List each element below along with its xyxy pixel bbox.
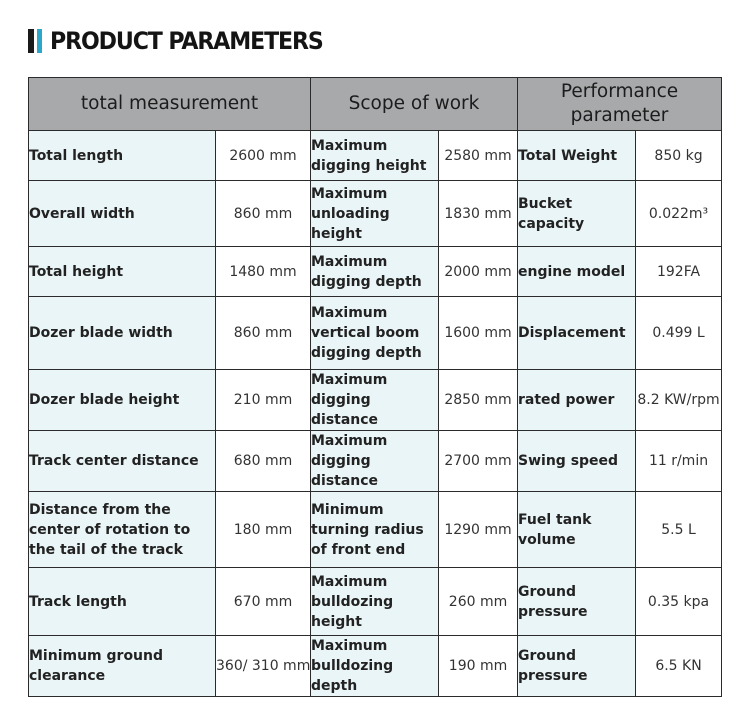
product-parameters-table bbox=[28, 77, 722, 697]
work-scope-value: 2850 mm bbox=[439, 370, 518, 431]
performance-label: Fuel tank volume bbox=[518, 492, 636, 568]
measurement-label: Dozer blade width bbox=[29, 297, 216, 370]
work-scope-value: 2000 mm bbox=[439, 247, 518, 297]
performance-value: 850 kg bbox=[636, 131, 722, 181]
column-header-scope-of-work: Scope of work bbox=[311, 78, 518, 131]
work-scope-value: 2580 mm bbox=[439, 131, 518, 181]
performance-value: 8.2 KW/rpm bbox=[636, 370, 722, 431]
work-scope-label: Maximum digging distance bbox=[311, 431, 439, 492]
performance-label: rated power bbox=[518, 370, 636, 431]
measurement-value: 860 mm bbox=[216, 297, 311, 370]
performance-value: 5.5 L bbox=[636, 492, 722, 568]
table-row bbox=[29, 636, 722, 697]
measurement-label: Dozer blade height bbox=[29, 370, 216, 431]
work-scope-value: 2700 mm bbox=[439, 431, 518, 492]
measurement-value: 360/ 310 mm bbox=[216, 636, 311, 697]
work-scope-label: Minimum turning radius of front end bbox=[311, 492, 439, 568]
page-title: PRODUCT PARAMETERS bbox=[50, 27, 323, 55]
work-scope-label: Maximum bulldozing depth bbox=[311, 636, 439, 697]
measurement-label: Track center distance bbox=[29, 431, 216, 492]
work-scope-label: Maximum digging distance bbox=[311, 370, 439, 431]
performance-label: Ground pressure bbox=[518, 636, 636, 697]
table-row bbox=[29, 431, 722, 492]
column-header-performance-parameter: Performance parameter bbox=[518, 78, 722, 131]
work-scope-label: Maximum unloading height bbox=[311, 181, 439, 247]
measurement-label: Minimum ground clearance bbox=[29, 636, 216, 697]
title-accent-bar-blue bbox=[37, 29, 42, 53]
table-row bbox=[29, 297, 722, 370]
work-scope-label: Maximum bulldozing height bbox=[311, 568, 439, 636]
measurement-value: 860 mm bbox=[216, 181, 311, 247]
measurement-label: Distance from the center of rotation to the tail of the track bbox=[29, 492, 216, 568]
work-scope-label: Maximum digging height bbox=[311, 131, 439, 181]
performance-label: Bucket capacity bbox=[518, 181, 636, 247]
work-scope-value: 1830 mm bbox=[439, 181, 518, 247]
measurement-label: Track length bbox=[29, 568, 216, 636]
performance-value: 0.499 L bbox=[636, 297, 722, 370]
performance-label: engine model bbox=[518, 247, 636, 297]
work-scope-value: 260 mm bbox=[439, 568, 518, 636]
performance-label: Ground pressure bbox=[518, 568, 636, 636]
measurement-label: Total length bbox=[29, 131, 216, 181]
table-header-row bbox=[29, 78, 722, 131]
table-row bbox=[29, 131, 722, 181]
measurement-value: 2600 mm bbox=[216, 131, 311, 181]
section-title-bar bbox=[28, 27, 346, 55]
table-row bbox=[29, 492, 722, 568]
column-header-total-measurement: total measurement bbox=[29, 78, 311, 131]
performance-value: 192FA bbox=[636, 247, 722, 297]
work-scope-label: Maximum digging depth bbox=[311, 247, 439, 297]
performance-value: 0.022m³ bbox=[636, 181, 722, 247]
table-row bbox=[29, 568, 722, 636]
table-row bbox=[29, 370, 722, 431]
table-row bbox=[29, 247, 722, 297]
measurement-value: 680 mm bbox=[216, 431, 311, 492]
measurement-value: 670 mm bbox=[216, 568, 311, 636]
measurement-value: 210 mm bbox=[216, 370, 311, 431]
performance-value: 6.5 KN bbox=[636, 636, 722, 697]
measurement-label: Total height bbox=[29, 247, 216, 297]
work-scope-value: 1600 mm bbox=[439, 297, 518, 370]
measurement-label: Overall width bbox=[29, 181, 216, 247]
performance-value: 0.35 kpa bbox=[636, 568, 722, 636]
title-accent-bar-dark bbox=[28, 29, 34, 53]
work-scope-value: 1290 mm bbox=[439, 492, 518, 568]
work-scope-value: 190 mm bbox=[439, 636, 518, 697]
performance-value: 11 r/min bbox=[636, 431, 722, 492]
performance-label: Swing speed bbox=[518, 431, 636, 492]
measurement-value: 180 mm bbox=[216, 492, 311, 568]
performance-label: Total Weight bbox=[518, 131, 636, 181]
work-scope-label: Maximum vertical boom digging depth bbox=[311, 297, 439, 370]
performance-label: Displacement bbox=[518, 297, 636, 370]
measurement-value: 1480 mm bbox=[216, 247, 311, 297]
table-row bbox=[29, 181, 722, 247]
